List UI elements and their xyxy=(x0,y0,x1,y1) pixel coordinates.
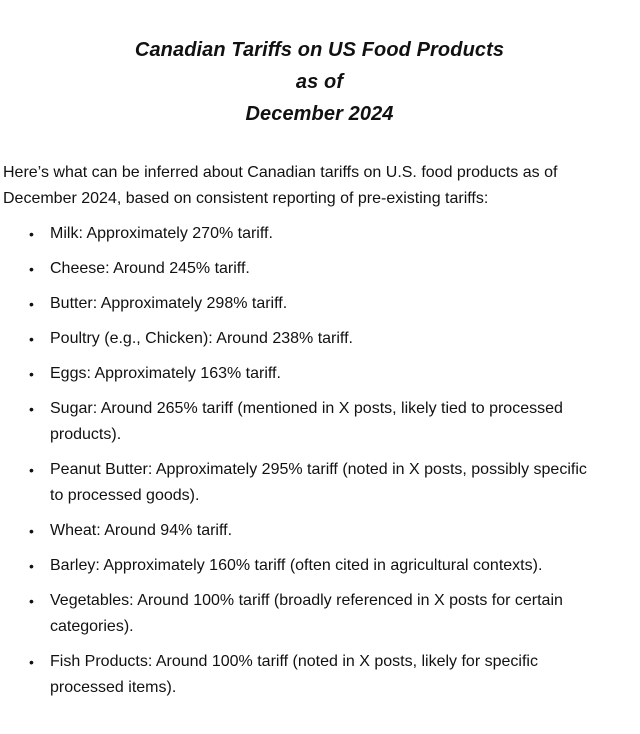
bullet-icon: • xyxy=(29,558,34,574)
list-item-line: Sugar: Around 265% tariff (mentioned in X posts, likely tied to processed xyxy=(50,400,563,417)
list-item-text xyxy=(50,221,636,247)
bullet-icon: • xyxy=(29,331,34,347)
intro-paragraph xyxy=(3,160,636,212)
list-item-line: Peanut Butter: Approximately 295% tariff (noted in X posts, possibly specific xyxy=(50,461,587,478)
list-item-line: processed items). xyxy=(50,679,177,696)
list-item-text xyxy=(50,326,636,352)
list-item-eggs xyxy=(3,361,636,387)
intro-line-2: December 2024, based on consistent reporting of pre-existing tariffs: xyxy=(3,190,489,207)
bullet-icon: • xyxy=(29,462,34,478)
list-item-butter xyxy=(3,291,636,317)
bullet-icon: • xyxy=(29,261,34,277)
list-item-poultry xyxy=(3,326,636,352)
list-item-line: Poultry (e.g., Chicken): Around 238% tariff. xyxy=(50,330,353,347)
bullet-icon: • xyxy=(29,296,34,312)
list-item-text xyxy=(50,553,636,579)
list-item-text xyxy=(50,256,636,282)
list-item-milk xyxy=(3,221,636,247)
document-title xyxy=(3,34,636,130)
bullet-icon: • xyxy=(29,366,34,382)
bullet-icon: • xyxy=(29,593,34,609)
bullet-icon: • xyxy=(29,654,34,670)
document xyxy=(0,34,640,701)
list-item-line: Barley: Approximately 160% tariff (often cited in agricultural contexts). xyxy=(50,557,543,574)
intro-line-1: Here’s what can be inferred about Canadian tariffs on U.S. food products as of xyxy=(3,164,558,181)
list-item-line: categories). xyxy=(50,618,134,635)
list-item-text xyxy=(50,457,636,509)
tariff-list xyxy=(3,221,636,701)
list-item-line: Milk: Approximately 270% tariff. xyxy=(50,225,273,242)
list-item-line: Cheese: Around 245% tariff. xyxy=(50,260,250,277)
list-item-line: Vegetables: Around 100% tariff (broadly referenced in X posts for certain xyxy=(50,592,563,609)
list-item-vegetables xyxy=(3,588,636,640)
list-item-line: Eggs: Approximately 163% tariff. xyxy=(50,365,281,382)
list-item-line: products). xyxy=(50,426,122,443)
list-item-text xyxy=(50,396,636,448)
list-item-text xyxy=(50,291,636,317)
title-line-1: Canadian Tariffs on US Food Products xyxy=(134,39,505,61)
list-item-line: to processed goods). xyxy=(50,487,200,504)
title-line-2: as of xyxy=(295,71,344,93)
bullet-icon: • xyxy=(29,226,34,242)
list-item-sugar xyxy=(3,396,636,448)
list-item-text xyxy=(50,518,636,544)
list-item-barley xyxy=(3,553,636,579)
list-item-cheese xyxy=(3,256,636,282)
list-item-line: Wheat: Around 94% tariff. xyxy=(50,522,233,539)
list-item-text xyxy=(50,361,636,387)
list-item-text xyxy=(50,588,636,640)
bullet-icon: • xyxy=(29,523,34,539)
list-item-line: Butter: Approximately 298% tariff. xyxy=(50,295,288,312)
title-line-3: December 2024 xyxy=(245,103,394,125)
list-item-fish-products xyxy=(3,649,636,701)
list-item-wheat xyxy=(3,518,636,544)
bullet-icon: • xyxy=(29,401,34,417)
list-item-line: Fish Products: Around 100% tariff (noted in X posts, likely for specific xyxy=(50,653,538,670)
list-item-peanut-butter xyxy=(3,457,636,509)
list-item-text xyxy=(50,649,636,701)
